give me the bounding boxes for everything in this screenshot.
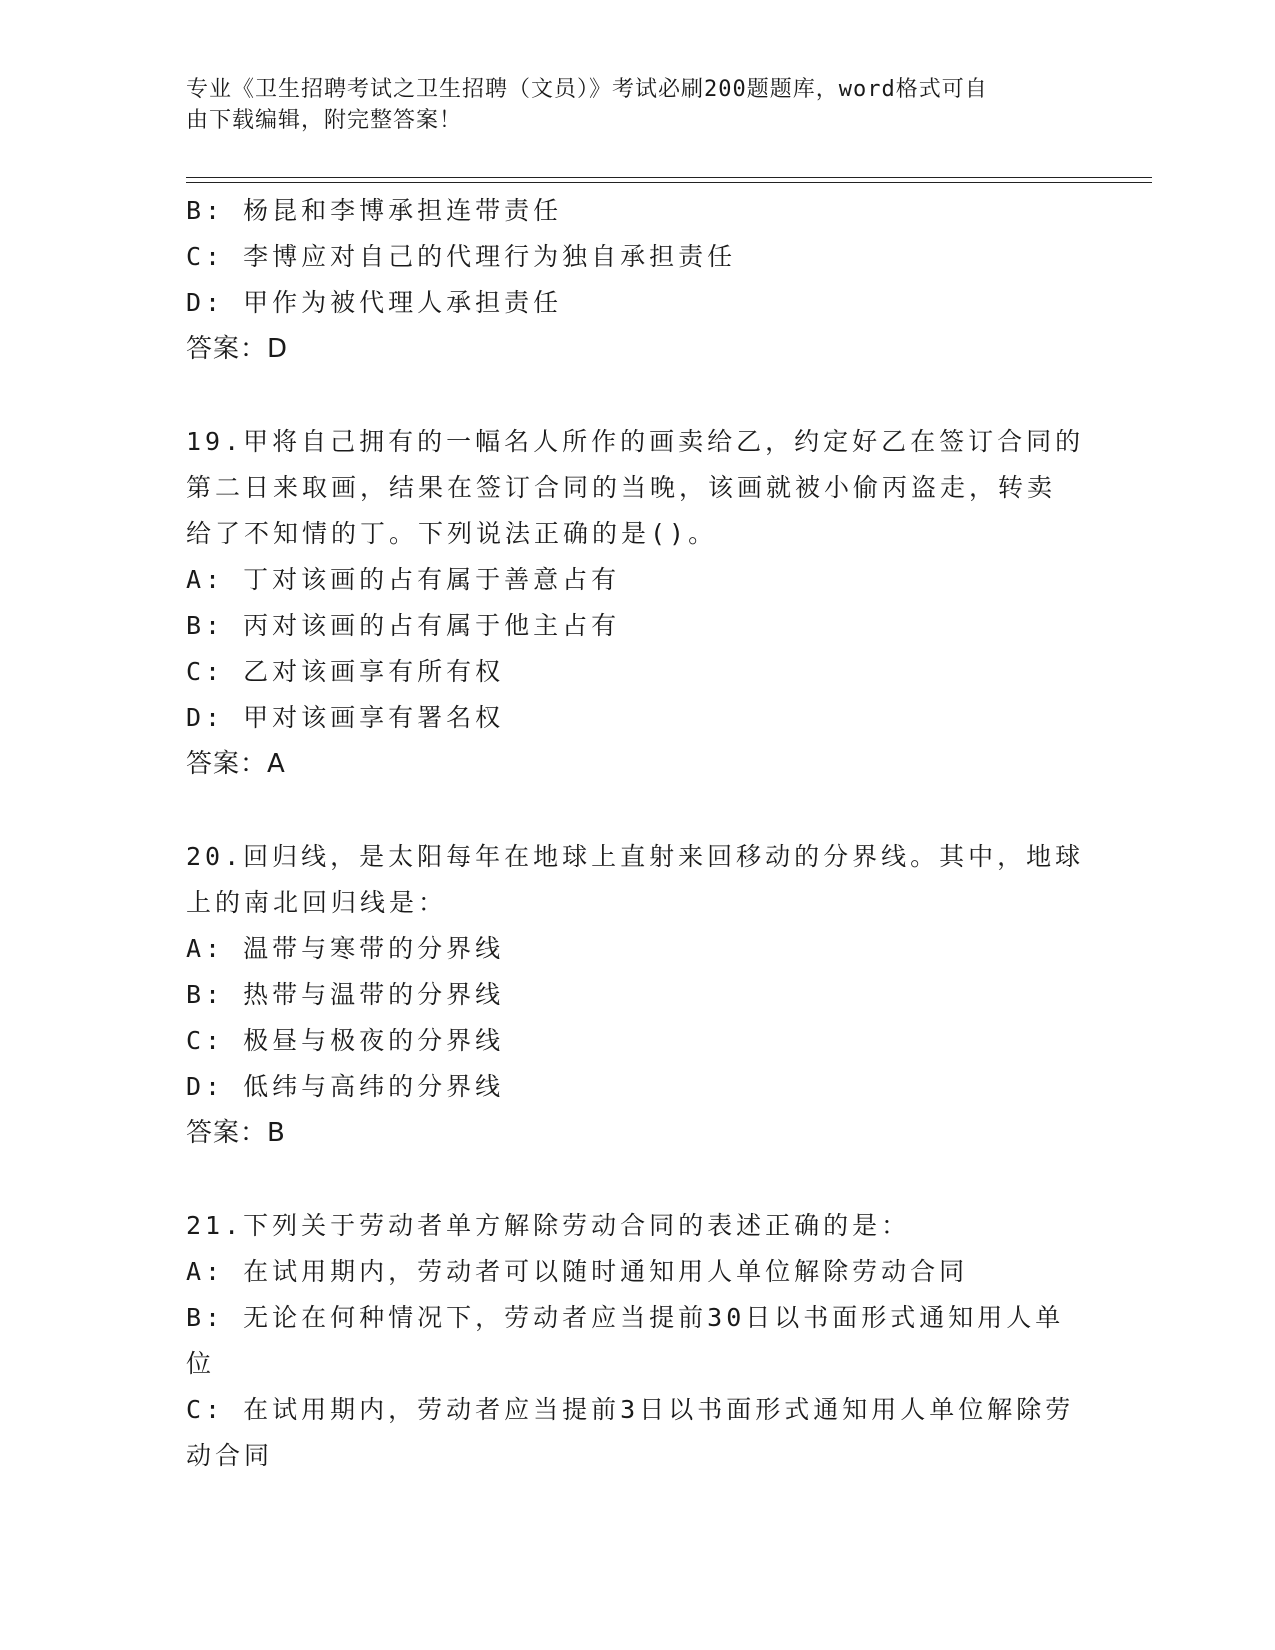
question-stem: 20.回归线，是太阳每年在地球上直射来回移动的分界线。其中，地球 xyxy=(186,842,1085,871)
answer-line: 答案：A xyxy=(186,749,286,779)
option-c: C: 李博应对自己的代理行为独自承担责任 xyxy=(186,242,737,271)
option-b: B: 杨昆和李博承担连带责任 xyxy=(186,196,563,225)
option-b: B: 热带与温带的分界线 xyxy=(186,980,505,1009)
question-stem: 19.甲将自己拥有的一幅名人所作的画卖给乙，约定好乙在签订合同的 xyxy=(186,427,1085,456)
option-a: A: 丁对该画的占有属于善意占有 xyxy=(186,565,621,594)
question-stem: 第二日来取画，结果在签订合同的当晚，该画就被小偷丙盗走，转卖 xyxy=(186,473,1057,502)
spacer xyxy=(186,1156,1086,1203)
option-d: D: 低纬与高纬的分界线 xyxy=(186,1072,505,1101)
option-d: D: 甲作为被代理人承担责任 xyxy=(186,288,563,317)
answer-line: 答案：D xyxy=(186,334,289,364)
header-divider xyxy=(186,182,1152,183)
option-c-continued: 动合同 xyxy=(186,1441,274,1470)
header-line: 由下载编辑，附完整答案！ xyxy=(186,108,463,133)
document-header xyxy=(186,74,1066,136)
question-stem: 给了不知情的丁。下列说法正确的是()。 xyxy=(186,519,718,548)
question-stem: 21.下列关于劳动者单方解除劳动合同的表述正确的是： xyxy=(186,1211,911,1240)
question-19 xyxy=(186,419,1086,787)
option-c: C: 极昼与极夜的分界线 xyxy=(186,1026,505,1055)
question-21 xyxy=(186,1203,1086,1479)
spacer xyxy=(186,372,1086,419)
question-list xyxy=(186,188,1086,1479)
option-a: A: 在试用期内，劳动者可以随时通知用人单位解除劳动合同 xyxy=(186,1257,969,1286)
spacer xyxy=(186,787,1086,834)
option-c: C: 在试用期内，劳动者应当提前3日以书面形式通知用人单位解除劳 xyxy=(186,1395,1075,1424)
question-stem: 上的南北回归线是： xyxy=(186,888,448,917)
option-b: B: 丙对该画的占有属于他主占有 xyxy=(186,611,621,640)
question-18 xyxy=(186,188,1086,372)
question-20 xyxy=(186,834,1086,1156)
option-c: C: 乙对该画享有所有权 xyxy=(186,657,505,686)
header-line: 专业《卫生招聘考试之卫生招聘（文员）》考试必刷200题题库，word格式可自 xyxy=(186,77,988,102)
option-b: B: 无论在何种情况下，劳动者应当提前30日以书面形式通知用人单 xyxy=(186,1303,1065,1332)
answer-line: 答案：B xyxy=(186,1118,286,1148)
option-b-continued: 位 xyxy=(186,1349,216,1378)
option-d: D: 甲对该画享有署名权 xyxy=(186,703,505,732)
header-divider xyxy=(186,177,1152,178)
option-a: A: 温带与寒带的分界线 xyxy=(186,934,505,963)
